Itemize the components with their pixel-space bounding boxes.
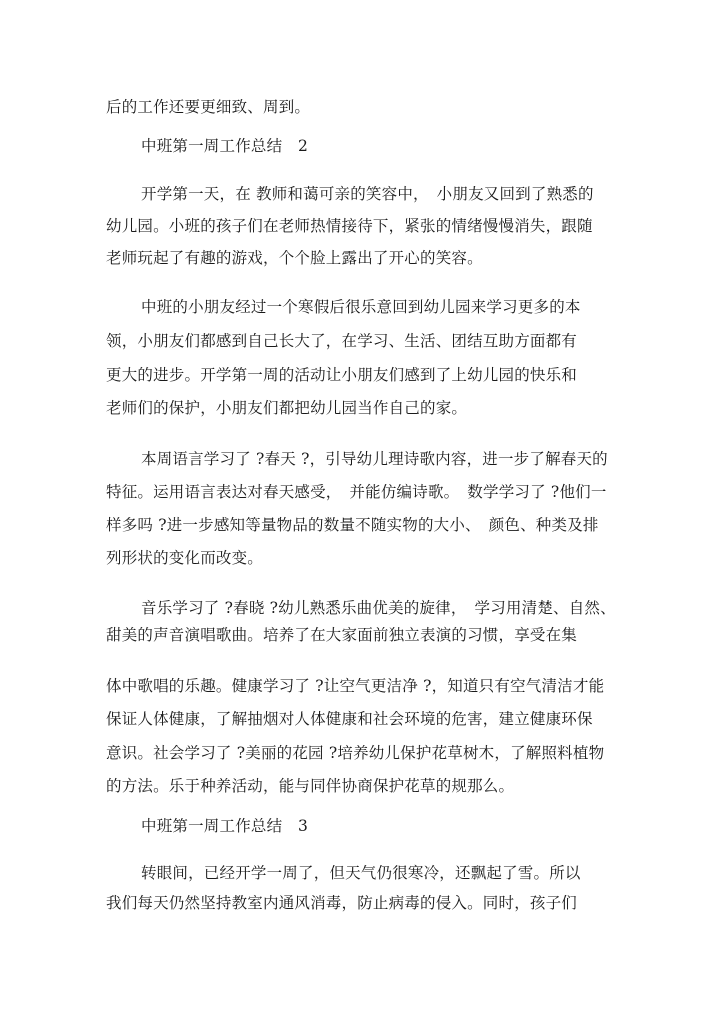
text-line: 列形状的变化而改变。 [106, 549, 264, 567]
text-line: 领，小朋友们都感到自己长大了，在学习、生活、团结互助方面都有 [106, 332, 578, 350]
text-line: 特征。运用语言表达对春天感受， 并能仿编诗歌。 数学学习了 ?他们一 [106, 483, 607, 501]
section-heading: 中班第一周工作总结 2 [141, 137, 309, 155]
text-line: 甜美的声音演唱歌曲。培养了在大家面前独立表演的习惯，享受在集 [106, 626, 578, 644]
text-line: 我们每天仍然坚持教室内通风消毒，防止病毒的侵入。同时，孩子们 [106, 894, 578, 912]
text-line: 意识。社会学习了 ?美丽的花园 ?培养幼儿保护花草树木，了解照料植物 [106, 744, 605, 762]
text-line: 转眼间，已经开学一周了，但天气仍很寒冷，还飘起了雪。所以 [141, 864, 581, 882]
text-line: 老师们的保护，小朋友们都把幼儿园当作自己的家。 [106, 399, 468, 417]
text-line: 开学第一天，在 教师和蔼可亲的笑容中， 小朋友又回到了熟悉的 [141, 185, 594, 203]
text-line: 中班的小朋友经过一个寒假后很乐意回到幼儿园来学习更多的本 [141, 298, 581, 316]
text-line: 的方法。乐于种养活动，能与同伴协商保护花草的规那么。 [106, 777, 515, 795]
text-line: 保证人体健康，了解抽烟对人体健康和社会环境的危害，建立健康环保 [106, 710, 593, 728]
text-line: 体中歌唱的乐趣。健康学习了 ?让空气更洁净 ?，知道只有空气清洁才能 [106, 677, 605, 695]
text-line: 样多吗 ?进一步感知等量物品的数量不随实物的大小、 颜色、种类及排 [106, 516, 599, 534]
text-line: 后的工作还要更细致、周到。 [106, 98, 311, 116]
text-line: 更大的进步。开学第一周的活动让小朋友们感到了上幼儿园的快乐和 [106, 366, 578, 384]
text-line: 音乐学习了 ?春晓 ?幼儿熟悉乐曲优美的旋律， 学习用清楚、自然、 [141, 599, 616, 617]
text-line: 本周语言学习了 ?春天 ?，引导幼儿理诗歌内容，进一步了解春天的 [141, 450, 608, 468]
text-line: 老师玩起了有趣的游戏，个个脸上露出了开心的笑容。 [106, 249, 483, 267]
text-line: 幼儿园。小班的孩子们在老师热情接待下，紧张的情绪慢慢消失，跟随 [106, 217, 593, 235]
section-heading: 中班第一周工作总结 3 [141, 817, 309, 835]
